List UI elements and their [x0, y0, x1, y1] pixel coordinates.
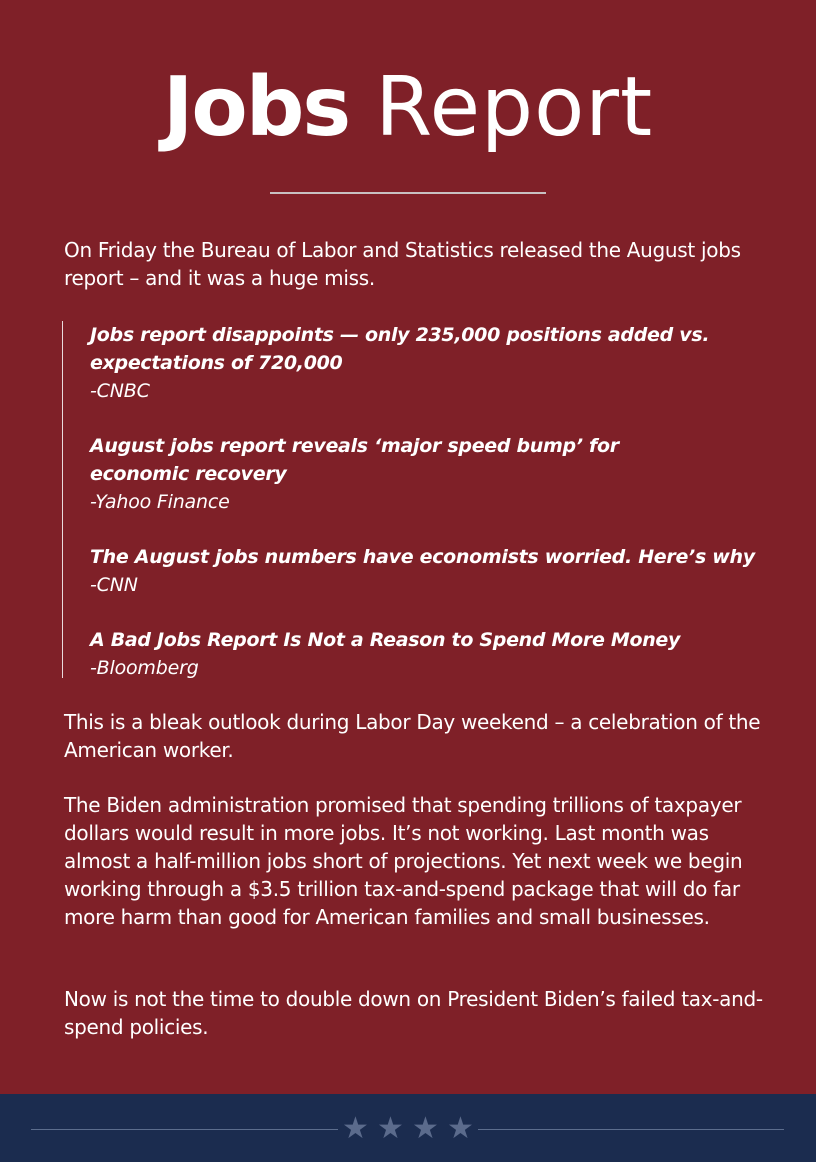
title-divider — [270, 192, 546, 194]
quote-headline: August jobs report reveals ‘major speed bump’ for economic recovery — [90, 435, 619, 485]
title-light-word: Report — [375, 60, 654, 155]
body-paragraph: This is a bleak outlook during Labor Day weekend – a celebration of the American worker. — [64, 710, 761, 762]
star-icon: ★ — [342, 1111, 369, 1146]
quote-item — [90, 321, 770, 405]
footer-band — [0, 1094, 816, 1162]
body-paragraph: Now is not the time to double down on President Biden’s failed tax-and-spend policies. — [64, 987, 763, 1039]
quote-source: -Yahoo Finance — [90, 491, 230, 513]
quote-headline: The August jobs numbers have economists worried. Here’s why — [90, 546, 755, 568]
star-icon: ★ — [447, 1111, 474, 1146]
intro-paragraph: On Friday the Bureau of Labor and Statistics released the August jobs report – and it was a huge miss. — [64, 238, 741, 290]
quote-source: -CNN — [90, 574, 138, 596]
quote-headline: A Bad Jobs Report Is Not a Reason to Spend More Money — [90, 629, 681, 651]
quotes-block — [62, 321, 763, 678]
quote-source: -CNBC — [90, 380, 150, 402]
quote-source: -Bloomberg — [90, 657, 199, 679]
quote-item — [90, 432, 770, 516]
star-icon: ★ — [377, 1111, 404, 1146]
footer-stars — [338, 1109, 478, 1149]
quote-headline: Jobs report disappoints — only 235,000 positions added vs. expectations of 720,000 — [90, 324, 710, 374]
page-title — [0, 58, 816, 158]
quote-item — [90, 626, 770, 682]
footer-divider-left — [31, 1129, 338, 1130]
quote-item — [90, 543, 770, 599]
star-icon: ★ — [412, 1111, 439, 1146]
footer-divider-right — [478, 1129, 784, 1130]
body-paragraph: The Biden administration promised that spending trillions of taxpayer dollars would result in more jobs. It’s not working. Last month was almost a half-million jobs short of projections. Yet next week we begin working through a $3.5 trillion tax-and-spend package that will do far more harm than good for American families and small businesses. — [64, 793, 743, 929]
title-bold-word: Jobs — [162, 60, 350, 155]
